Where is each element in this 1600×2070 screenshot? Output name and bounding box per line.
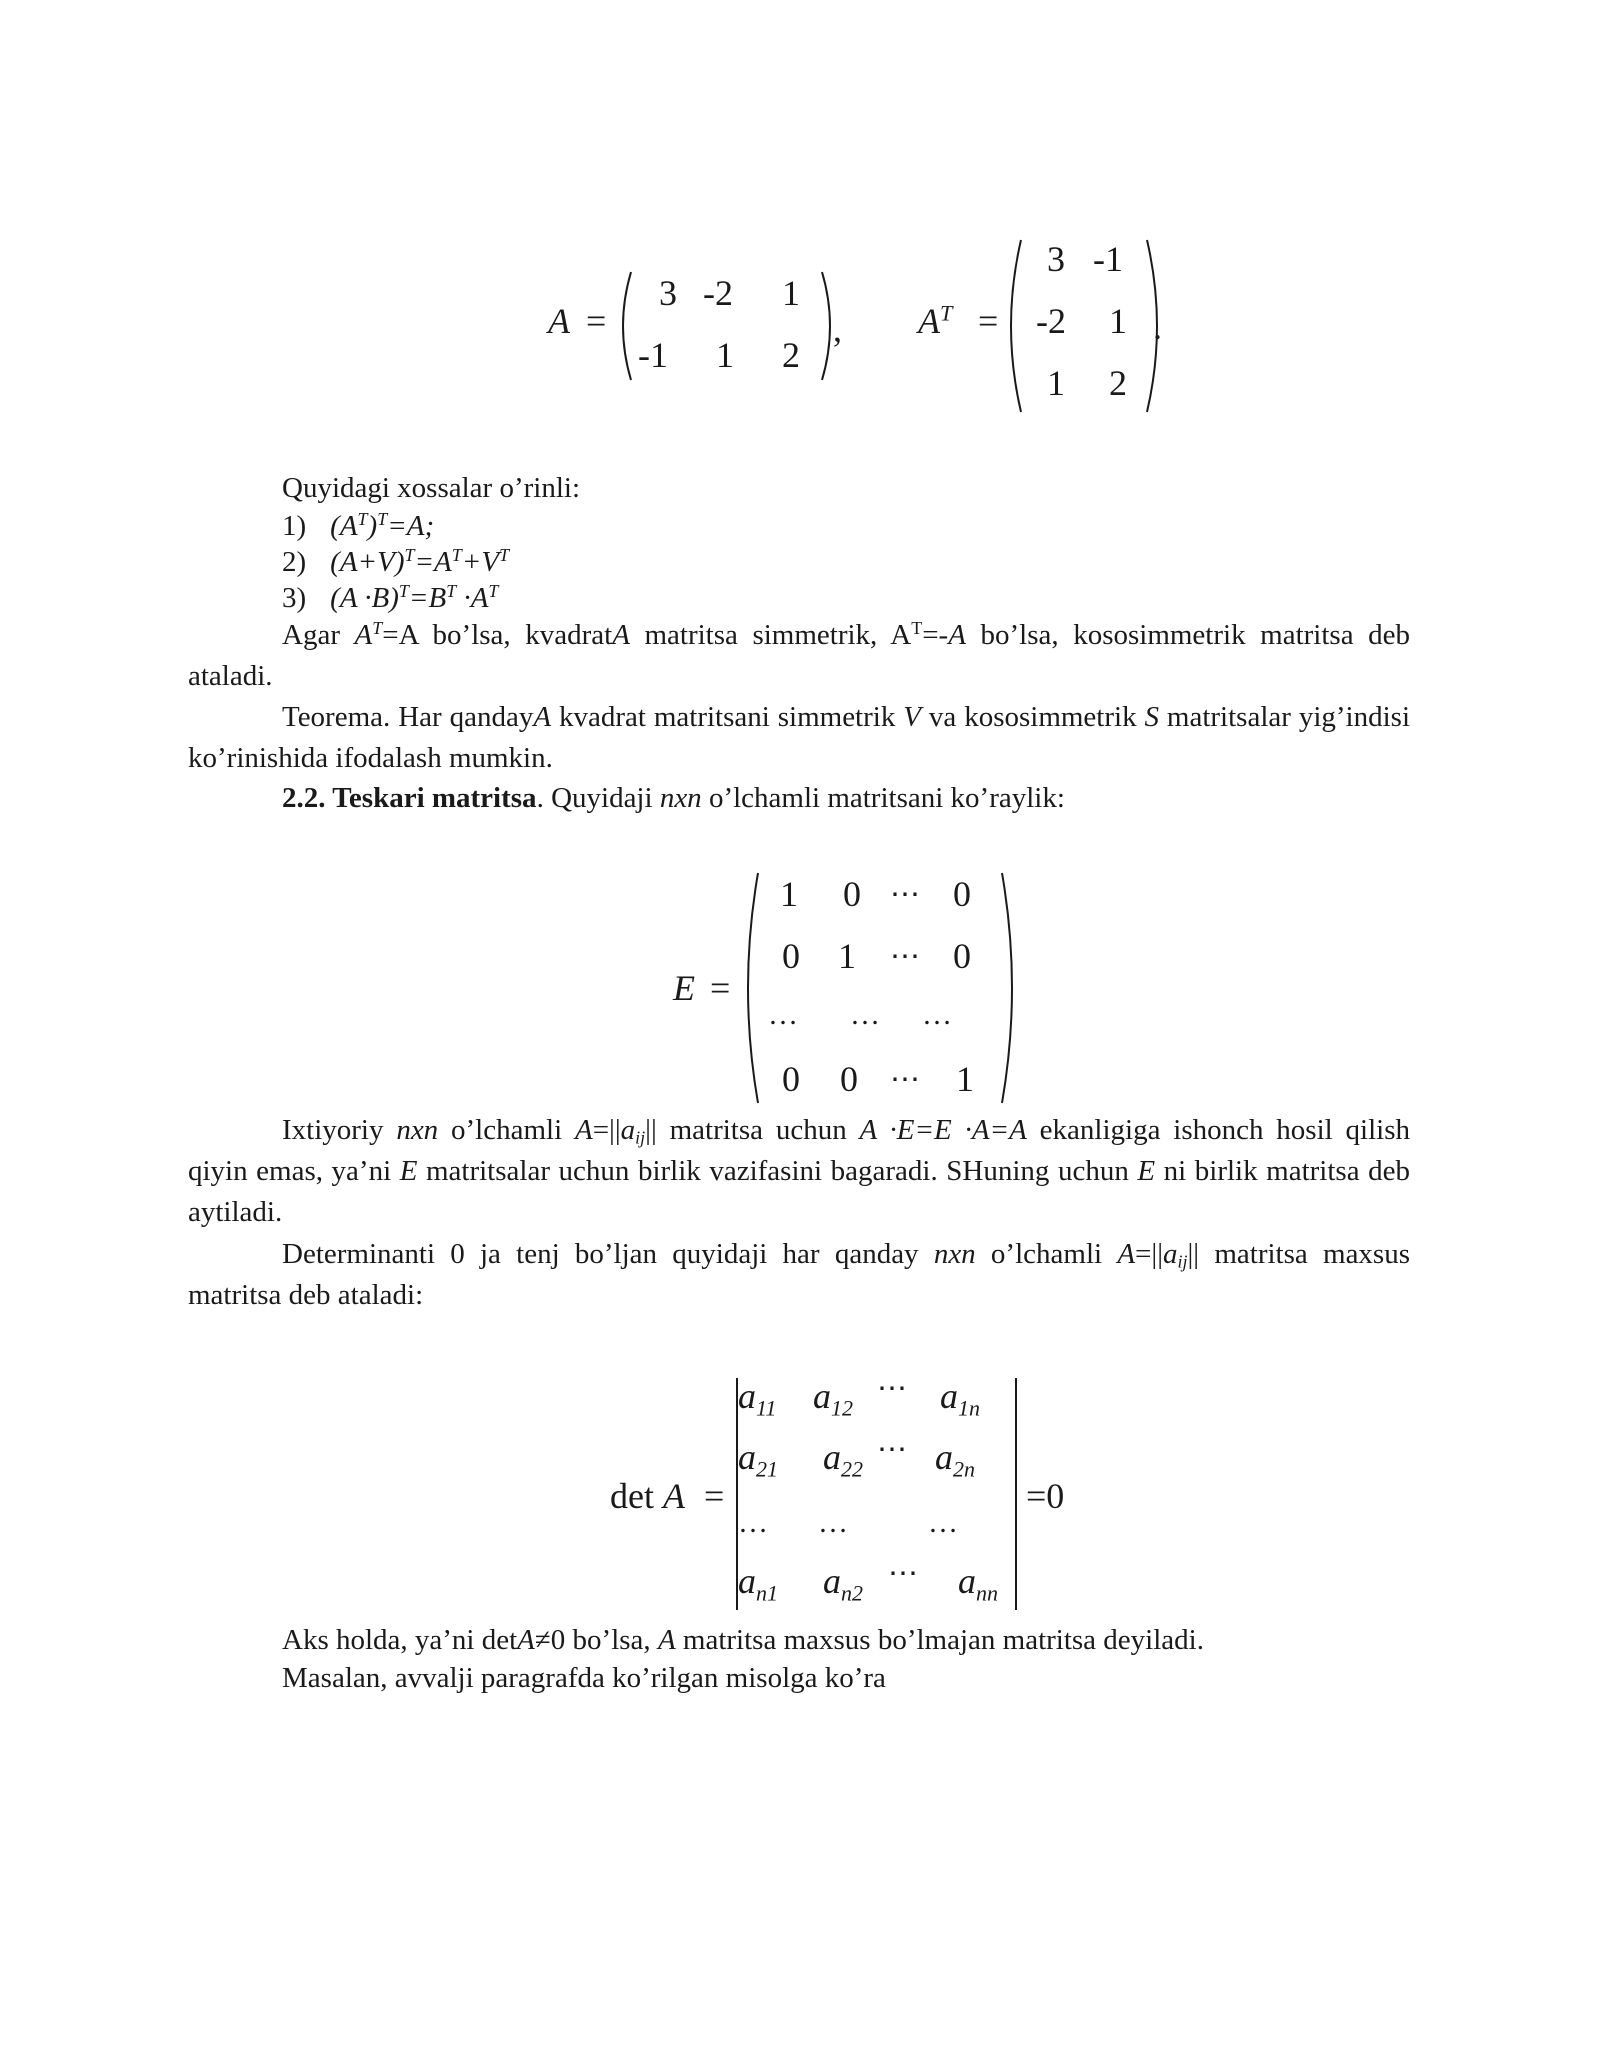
property-3: 3) $(A \cdot B)^T=B^T \cdot A^T$ xyxy=(282,581,499,614)
determinant-cell: $a_{nn}$ xyxy=(958,1561,998,1606)
determinant-cell: ⋯ xyxy=(877,1433,909,1466)
matrix-A-cell: -2 xyxy=(703,273,733,313)
matrix-AT-cell: -1 xyxy=(1093,239,1123,279)
determinant-cell: ⋯ xyxy=(888,1557,920,1590)
matrix-AT-cell: 2 xyxy=(1109,363,1127,403)
matrix-E-cell: ⋯ xyxy=(890,1063,922,1096)
det-equals: = xyxy=(704,1476,725,1516)
matrix-A-cell: 1 xyxy=(716,335,734,375)
matrix-A-cell: 1 xyxy=(782,273,800,313)
matrix-AT-cell: 1 xyxy=(1109,301,1127,341)
eq1-lhs-A: A xyxy=(548,301,570,341)
determinant-cell: … xyxy=(928,1506,960,1539)
eq1-comma: , xyxy=(833,309,842,349)
matrix-AT-cell: 1 xyxy=(1047,363,1065,403)
properties-intro: Quyidagi xossalar o’rinli: xyxy=(282,472,581,504)
determinant-cell: $a_{n2}$ xyxy=(823,1561,863,1606)
matrix-A-cell: 3 xyxy=(659,273,677,313)
determinant-cell: … xyxy=(738,1506,770,1539)
paragraph-theorem: Teorema. Har qandayA kvadrat matritsani simmetrik V va kososimmetrik S matritsalar yig’indisi ko’rinishida ifodalash mumkin. xyxy=(188,701,1411,774)
matrix-E-cell: 0 xyxy=(843,874,861,914)
eq1-equals: = xyxy=(586,301,607,341)
matrix-E-cell: 1 xyxy=(956,1059,974,1099)
matrix-E-cell: 0 xyxy=(840,1059,858,1099)
determinant-cell: $a_{2n}$ xyxy=(935,1437,975,1482)
determinant-cell: $a_{11}$ xyxy=(738,1376,777,1421)
matrix-E-cell: … xyxy=(768,998,800,1031)
paragraph-example-intro: Masalan, avvalji paragrafda ko’rilgan misolga ko’ra xyxy=(282,1662,886,1694)
paragraph-singular-matrix: Determinanti 0 ja tenj bo’ljan quyidaji har qanday nxn o’lchamli $A=||a_{ij}||$ matritsa maxsus matritsa deb ataladi: xyxy=(188,1238,1411,1311)
matrix-E-cell: … xyxy=(850,998,882,1031)
matrix-E-cell: 1 xyxy=(838,936,856,976)
determinant-cell: $a_{21}$ xyxy=(738,1437,778,1482)
section-heading-inverse-matrix: 2.2. Teskari matritsa. Quyidaji nxn o’lchamli matritsani ko’raylik: xyxy=(282,782,1065,814)
eqE-lhs: E xyxy=(673,968,695,1008)
matrix-E-cell: 0 xyxy=(953,874,971,914)
matrix-E-cell: 0 xyxy=(953,936,971,976)
determinant-cell: $a_{22}$ xyxy=(823,1437,863,1482)
paragraph-symmetric-definition: Agar $A^T=A$ bo’lsa, kvadratA matritsa simmetrik, $A^T=-A$ bo’lsa, kososimmetrik matritsa deb atalаdi. xyxy=(188,618,1410,692)
determinant-cell: … xyxy=(818,1506,850,1539)
matrix-E-cell: ⋯ xyxy=(890,940,922,973)
matrix-E-cell: … xyxy=(922,998,954,1031)
matrix-A-cell: -1 xyxy=(638,335,668,375)
eq1-period: . xyxy=(1153,307,1162,347)
eq1-lhs-AT: $A^T$ xyxy=(918,300,953,341)
eqE-equals: = xyxy=(710,968,731,1008)
matrix-AT-cell: 3 xyxy=(1047,239,1065,279)
matrix-A-cell: 2 xyxy=(782,335,800,375)
matrix-E-cell: 0 xyxy=(782,1059,800,1099)
paragraph-identity-property: Ixtiyoriy nxn o’lchamli $A=||a_{ij}||$ matritsa uchun A ·E=E ·A=A ekanligiga ishonch hosil qilish qiyin emas, ya’ni E matritsalar uchun birlik vazifasini bagaradi. SHuning uchun E ni birlik matritsa deb aytiladi. xyxy=(188,1114,1410,1228)
matrix-AT-cell: -2 xyxy=(1036,301,1066,341)
determinant-cell: $a_{12}$ xyxy=(813,1376,853,1421)
determinant-cell: $a_{n1}$ xyxy=(738,1561,778,1606)
paragraph-nonsingular: Aks holda, ya’ni detA≠0 bo’lsa, A matritsa maxsus bo’lmajan matritsa deyiladi. xyxy=(282,1624,1204,1656)
matrix-E-cell: ⋯ xyxy=(890,878,922,911)
matrix-E-cell: 0 xyxy=(782,936,800,976)
det-label: det A xyxy=(610,1476,685,1516)
matrix-E-cell: 1 xyxy=(780,874,798,914)
det-rhs: =0 xyxy=(1026,1476,1065,1516)
determinant-cell: $a_{1n}$ xyxy=(940,1376,980,1421)
determinant-cell: ⋯ xyxy=(877,1372,909,1405)
eq1-equals-2: = xyxy=(978,301,999,341)
property-2: 2) $(A+V)^T=A^T+V^T$ xyxy=(282,545,510,578)
property-1: 1) $(A^T)^T=A$; xyxy=(282,509,435,542)
